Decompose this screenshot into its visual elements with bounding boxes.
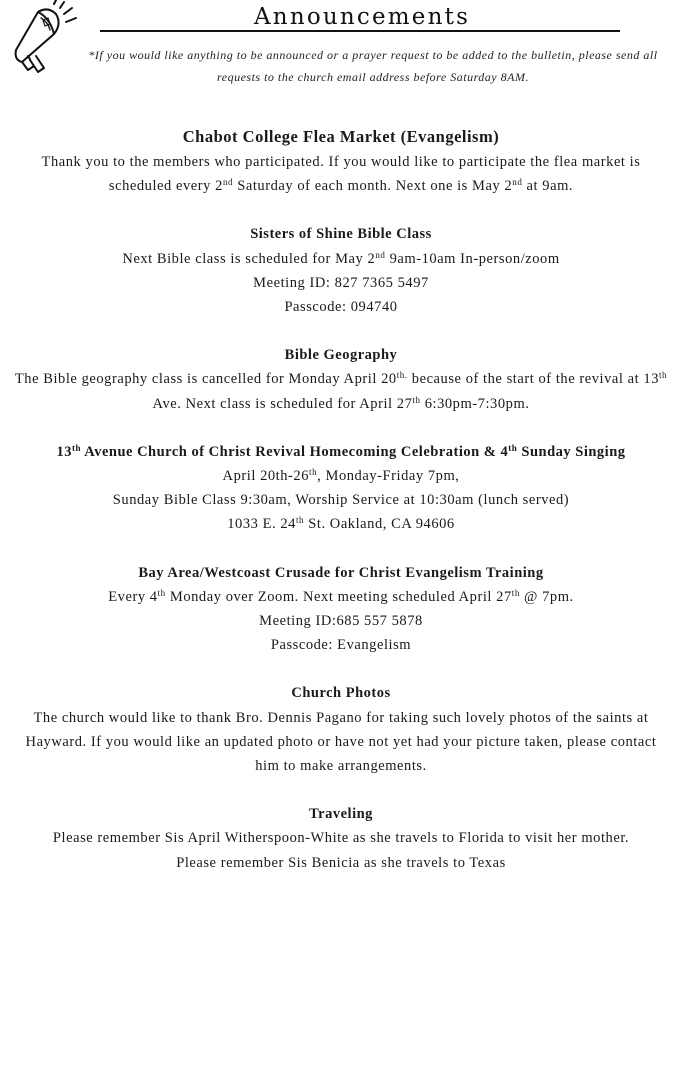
- section-text: Passcode: 094740: [284, 299, 398, 316]
- ordinal-suffix: th: [309, 467, 318, 478]
- announcement-section: [14, 222, 668, 319]
- section-heading: Church Photos: [291, 685, 391, 702]
- section-text: Passcode: Evangelism: [270, 637, 412, 654]
- section-text: 1033 E. 24th St. Oakland, CA 94606: [227, 515, 455, 533]
- announcement-section: [14, 343, 668, 416]
- ordinal-suffix: nd: [375, 249, 386, 260]
- ordinal-suffix: th: [71, 442, 81, 453]
- section-heading: Chabot College Flea Market (Evangelism): [182, 127, 500, 146]
- section-text: Please remember Sis April Witherspoon-White as she travels to Florida to visit her mother.: [52, 830, 630, 847]
- section-text: Next Bible class is scheduled for May 2nd 9am-10am In-person/zoom: [122, 249, 560, 267]
- ordinal-suffix: th.: [396, 370, 408, 381]
- ordinal-suffix: nd: [512, 177, 523, 188]
- announcements-list: [14, 124, 668, 899]
- ordinal-suffix: th: [508, 442, 518, 453]
- section-text: Meeting ID:685 557 5878: [259, 613, 423, 630]
- section-text: Every 4th Monday over Zoom. Next meeting scheduled April 27th @ 7pm.: [108, 587, 574, 605]
- section-heading: Bay Area/Westcoast Crusade for Christ Evangelism Training: [138, 564, 544, 581]
- ordinal-suffix: th: [659, 370, 668, 381]
- section-heading: 13th Avenue Church of Christ Revival Homecoming Celebration & 4th Sunday Singing: [56, 442, 626, 460]
- section-heading: Sisters of Shine Bible Class: [250, 226, 432, 243]
- announcement-section: [14, 440, 668, 537]
- submission-note: *If you would like anything to be announced or a prayer request to be added to the bulletin, please send all requests to the church email address before Saturday 8AM.: [88, 48, 658, 84]
- section-text: Thank you to the members who participated. If you would like to participate the flea market is scheduled every 2nd Saturday of each month. Next one is May 2nd at 9am.: [41, 154, 641, 195]
- announcement-section: [14, 561, 668, 658]
- section-text: April 20th-26th, Monday-Friday 7pm,: [222, 467, 460, 485]
- section-heading: Bible Geography: [284, 347, 398, 364]
- section-text: The Bible geography class is cancelled for Monday April $20^{th.}$ because of the start of the revival at 13th Ave. Next class is scheduled for April 27th 6:30pm-7:30pm.: [14, 370, 668, 412]
- announcement-section: [14, 802, 668, 875]
- ordinal-suffix: nd: [222, 177, 234, 188]
- ordinal-suffix: th: [511, 587, 520, 598]
- section-text: Please remember Sis Benicia as she travels to Texas: [176, 854, 506, 871]
- section-heading: Traveling: [309, 806, 373, 823]
- ordinal-suffix: th: [157, 587, 166, 598]
- section-text: Meeting ID: 827 7365 5497: [253, 274, 429, 291]
- title-underline: [100, 30, 620, 32]
- section-text: The church would like to thank Bro. Dennis Pagano for taking such lovely photos of the saints at Hayward. If you would like an updated photo or have not yet had your picture taken, please contact him to make arrangements.: [25, 709, 657, 775]
- ordinal-suffix: th: [295, 515, 305, 526]
- ordinal-suffix: th: [412, 394, 421, 405]
- announcement-section: [14, 681, 668, 778]
- page-title: Announcements: [254, 4, 471, 30]
- announcement-section: [14, 124, 668, 198]
- section-text: Sunday Bible Class 9:30am, Worship Service at 10:30am (lunch served): [112, 492, 570, 509]
